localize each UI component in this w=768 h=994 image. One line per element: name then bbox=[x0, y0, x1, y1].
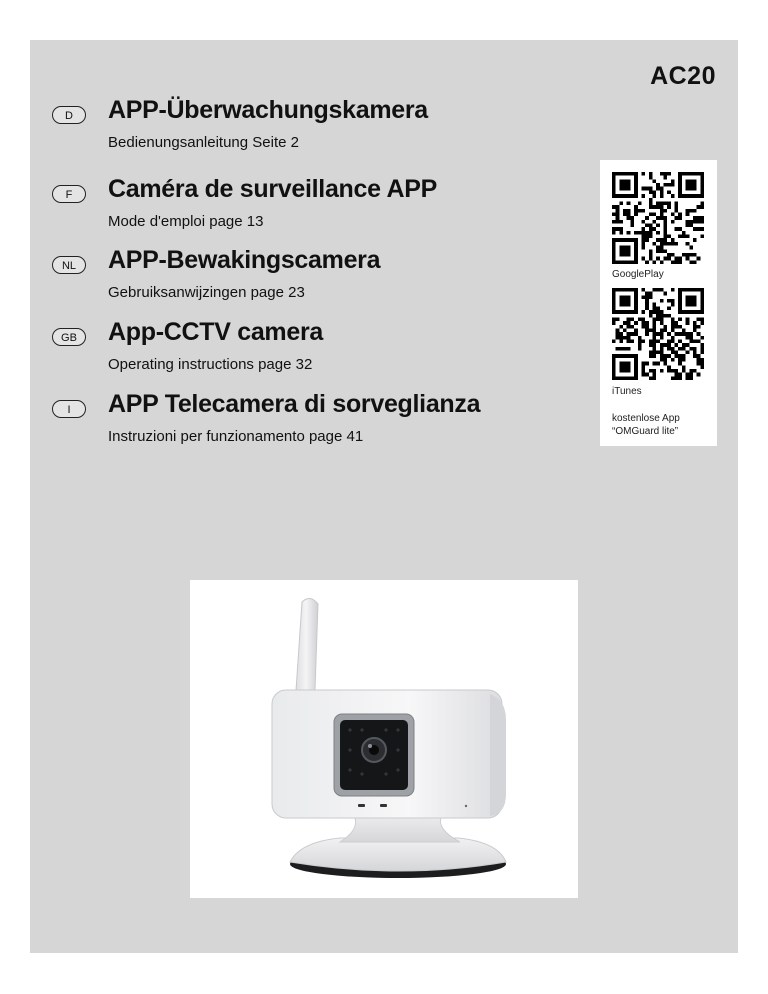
language-subtitle: Mode d'emploi page 13 bbox=[108, 213, 264, 230]
promo-app-name: “OMGuard lite” bbox=[612, 426, 679, 437]
language-subtitle: Bedienungsanleitung Seite 2 bbox=[108, 134, 299, 151]
language-title: App-CCTV camera bbox=[108, 318, 323, 346]
itunes-qr-code-icon[interactable] bbox=[612, 288, 704, 380]
model-number: AC20 bbox=[650, 62, 716, 90]
language-title: APP-Überwachungskamera bbox=[108, 96, 428, 124]
language-badge: I bbox=[52, 400, 86, 418]
qr-code-panel bbox=[600, 160, 717, 446]
language-subtitle: Operating instructions page 32 bbox=[108, 356, 313, 373]
camera-product-photo bbox=[190, 580, 578, 898]
language-title: APP-Bewakingscamera bbox=[108, 246, 381, 274]
promo-line: kostenlose App bbox=[612, 413, 680, 424]
language-badge: F bbox=[52, 185, 86, 203]
language-title: APP Telecamera di sorveglianza bbox=[108, 390, 481, 418]
manual-cover bbox=[30, 40, 738, 953]
language-badge: NL bbox=[52, 256, 86, 274]
app-promo-text bbox=[612, 412, 680, 438]
googleplay-qr-code-icon[interactable] bbox=[612, 172, 704, 264]
language-subtitle: Gebruiksanwijzingen page 23 bbox=[108, 284, 305, 301]
language-subtitle: Instruzioni per funzionamento page 41 bbox=[108, 428, 364, 445]
language-badge: GB bbox=[52, 328, 86, 346]
itunes-label: iTunes bbox=[612, 386, 642, 397]
language-title: Caméra de surveillance APP bbox=[108, 175, 437, 203]
camera-illustration bbox=[190, 580, 578, 898]
googleplay-label: GooglePlay bbox=[612, 269, 664, 280]
language-badge: D bbox=[52, 106, 86, 124]
